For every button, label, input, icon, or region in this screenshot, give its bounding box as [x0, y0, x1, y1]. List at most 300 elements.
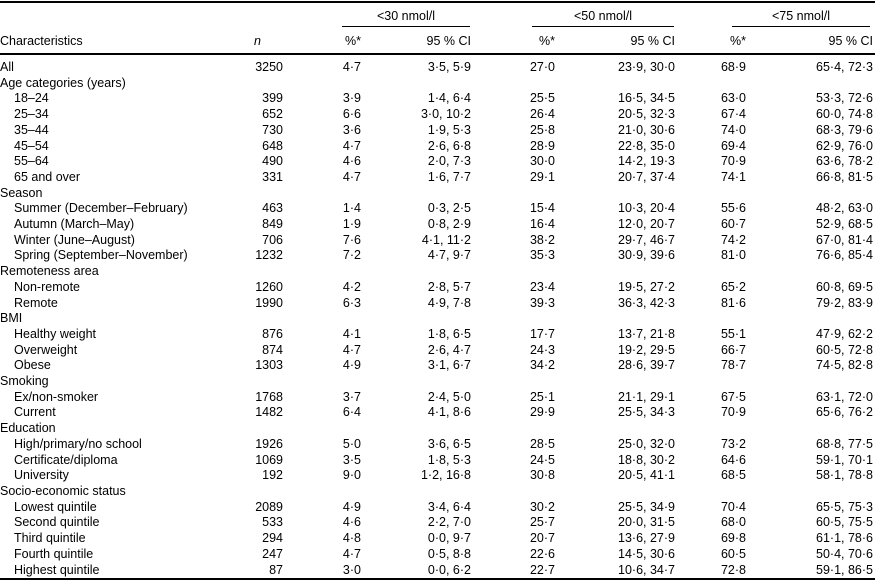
ci50-cell: 21·0, 30·6 [618, 122, 675, 137]
pct75-cell [677, 264, 748, 280]
pct75-cell: 60·5 [720, 546, 746, 561]
table-row [0, 484, 875, 500]
pct30-cell: 4·9 [342, 499, 361, 514]
ci50-cell: 30·9, 39·6 [618, 248, 675, 263]
ci75-cell: 58·1, 78·8 [816, 468, 873, 483]
table-row [0, 374, 875, 390]
table-row [0, 217, 875, 233]
ci75-cell: 48·2, 63·0 [816, 201, 873, 216]
ci75-cell: 60·5, 72·8 [816, 342, 873, 357]
pct75-cell: 81·0 [720, 248, 746, 263]
ci30-cell: 3·5, 5·9 [427, 60, 471, 74]
pct75-cell: 68·9 [720, 60, 746, 74]
pct30-cell [285, 421, 363, 437]
row-label-cell: Non-remote [14, 279, 80, 294]
pct50-cell: 15·4 [529, 201, 555, 216]
ci50-cell: 13·7, 21·8 [618, 326, 675, 341]
ci75-cell [748, 421, 875, 437]
row-label-cell: Remoteness area [0, 264, 99, 279]
ci75-cell: 65·6, 76·2 [816, 405, 873, 420]
table-row [0, 358, 875, 374]
n-cell: 1768 [255, 389, 283, 404]
table-row [0, 170, 875, 186]
pct50-cell [473, 484, 557, 500]
table-row [0, 563, 875, 580]
row-label-cell: Fourth quintile [14, 546, 94, 561]
pct75-cell [677, 484, 748, 500]
ci50-cell: 10·6, 34·7 [618, 562, 675, 577]
group-label-75: <75 nmol/l [732, 9, 870, 27]
group-header-spacer [230, 2, 285, 27]
ci50-cell: 18·8, 30·2 [618, 452, 675, 467]
row-label-cell: 25–34 [14, 107, 49, 122]
row-label-cell: Certificate/diploma [14, 452, 118, 467]
n-cell: 463 [262, 201, 283, 216]
table-row [0, 91, 875, 107]
pct50-cell: 25·7 [529, 515, 555, 530]
table-row [0, 186, 875, 202]
table-row [0, 311, 875, 327]
table-row [0, 343, 875, 359]
n-cell: 192 [262, 468, 283, 483]
ci30-cell: 2·0, 7·3 [427, 154, 471, 169]
ci-header-50: 95 % CI [557, 27, 677, 54]
n-cell: 1303 [255, 358, 283, 373]
ci75-cell: 59·1, 70·1 [816, 452, 873, 467]
pct75-cell [677, 311, 748, 327]
row-label-cell: Autumn (March–May) [14, 217, 135, 232]
ci30-cell: 2·6, 4·7 [427, 342, 471, 357]
ci50-cell: 19·5, 27·2 [618, 279, 675, 294]
pct75-cell: 68·5 [720, 468, 746, 483]
table-row [0, 123, 875, 139]
ci30-cell: 0·3, 2·5 [427, 201, 471, 216]
table-row [0, 390, 875, 406]
pct30-cell: 3·0 [342, 562, 361, 577]
ci50-cell [557, 311, 677, 327]
ci30-cell: 3·4, 6·4 [427, 499, 471, 514]
ci30-cell: 3·0, 10·2 [420, 107, 471, 122]
table-row [0, 327, 875, 343]
ci30-cell: 1·6, 7·7 [427, 169, 471, 184]
ci75-cell: 79·2, 83·9 [816, 295, 873, 310]
ci30-cell: 1·8, 6·5 [427, 326, 471, 341]
pct30-cell: 7·2 [342, 248, 361, 263]
ci75-cell: 60·0, 74·8 [816, 107, 873, 122]
pct75-cell: 69·4 [720, 138, 746, 153]
table-row [0, 264, 875, 280]
ci30-cell [363, 374, 473, 390]
n-cell: 2089 [255, 499, 283, 514]
row-label-cell: BMI [0, 311, 23, 326]
pct30-cell: 3·5 [342, 452, 361, 467]
n-cell: 533 [262, 515, 283, 530]
row-label-cell: Winter (June–August) [14, 232, 135, 247]
ci-header-30: 95 % CI [363, 27, 473, 54]
row-label-cell: Highest quintile [14, 562, 100, 577]
n-cell [230, 186, 285, 202]
row-label-cell: Obese [14, 358, 51, 373]
pct50-cell: 22·7 [529, 562, 555, 577]
pct30-cell [285, 484, 363, 500]
ci75-cell: 59·1, 86·5 [816, 562, 873, 577]
pct50-cell [473, 421, 557, 437]
ci75-cell [748, 264, 875, 280]
pct75-cell: 67·5 [720, 389, 746, 404]
table-row [0, 515, 875, 531]
n-cell: 1482 [255, 405, 283, 420]
row-label-cell: University [14, 468, 69, 483]
row-label-cell: Overweight [14, 342, 78, 357]
ci50-cell: 20·0, 31·5 [618, 515, 675, 530]
ci75-cell [748, 374, 875, 390]
ci50-cell: 29·7, 46·7 [618, 232, 675, 247]
pct50-cell: 17·7 [529, 326, 555, 341]
pct75-cell: 72·8 [720, 562, 746, 577]
n-cell: 730 [262, 122, 283, 137]
pct75-cell [677, 186, 748, 202]
pct30-cell: 4·7 [342, 342, 361, 357]
group-header-50 [473, 2, 677, 27]
subheader-row [0, 27, 875, 54]
group-header-75 [677, 2, 875, 27]
n-cell: 87 [269, 562, 283, 577]
ci50-cell [557, 76, 677, 92]
table-row [0, 54, 875, 76]
characteristics-table [0, 1, 875, 580]
table-row [0, 139, 875, 155]
ci30-cell: 1·8, 5·3 [427, 452, 471, 467]
ci75-cell: 60·8, 69·5 [816, 279, 873, 294]
pct30-cell [285, 76, 363, 92]
pct30-cell: 1·4 [342, 201, 361, 216]
ci30-cell [363, 311, 473, 327]
ci75-cell: 68·8, 77·5 [816, 436, 873, 451]
pct75-cell: 70·4 [720, 499, 746, 514]
row-label-cell: 35–44 [14, 122, 49, 137]
ci75-cell: 52·9, 68·5 [816, 217, 873, 232]
row-label-cell: Summer (December–February) [14, 201, 188, 216]
row-label-cell: Spring (September–November) [14, 248, 188, 263]
ci50-cell [557, 186, 677, 202]
pct30-cell [285, 186, 363, 202]
ci75-cell [748, 76, 875, 92]
pct75-cell: 74·2 [720, 232, 746, 247]
ci30-cell: 2·4, 5·0 [427, 389, 471, 404]
pct50-cell: 29·9 [529, 405, 555, 420]
pct50-cell: 20·7 [529, 531, 555, 546]
n-cell: 490 [262, 154, 283, 169]
ci30-cell: 4·1, 8·6 [427, 405, 471, 420]
pct75-cell: 55·6 [720, 201, 746, 216]
table-body [0, 54, 875, 579]
ci75-cell: 63·1, 72·0 [816, 389, 873, 404]
n-cell: 876 [262, 326, 283, 341]
ci30-cell: 2·6, 6·8 [427, 138, 471, 153]
pct50-cell [473, 76, 557, 92]
pct30-cell: 4·1 [342, 326, 361, 341]
pct30-cell: 9·0 [342, 468, 361, 483]
table-row [0, 437, 875, 453]
table-row [0, 500, 875, 516]
pct75-cell: 70·9 [720, 154, 746, 169]
n-cell: 3250 [255, 60, 283, 74]
pct30-cell [285, 374, 363, 390]
ci75-cell: 60·5, 75·5 [816, 515, 873, 530]
n-cell [230, 421, 285, 437]
group-header-spacer [0, 2, 230, 27]
ci50-cell: 14·5, 30·6 [618, 546, 675, 561]
ci75-cell [748, 311, 875, 327]
table-row [0, 421, 875, 437]
ci30-cell: 1·4, 6·4 [427, 91, 471, 106]
ci50-cell: 16·5, 34·5 [618, 91, 675, 106]
n-cell: 247 [262, 546, 283, 561]
ci75-cell: 47·9, 62·2 [816, 326, 873, 341]
pct50-cell: 25·8 [529, 122, 555, 137]
row-label-cell: Season [0, 185, 43, 200]
ci50-cell: 13·6, 27·9 [618, 531, 675, 546]
table-row [0, 547, 875, 563]
table-row [0, 453, 875, 469]
n-cell [230, 76, 285, 92]
pct75-cell: 73·2 [720, 436, 746, 451]
pct75-cell: 81·6 [720, 295, 746, 310]
ci75-cell: 50·4, 70·6 [816, 546, 873, 561]
pct30-cell: 3·7 [342, 389, 361, 404]
n-cell: 1069 [255, 452, 283, 467]
n-cell [230, 311, 285, 327]
ci75-cell: 76·6, 85·4 [816, 248, 873, 263]
pct50-cell [473, 264, 557, 280]
pct30-cell [285, 264, 363, 280]
table-row [0, 531, 875, 547]
pct75-cell [677, 374, 748, 390]
pct30-cell: 4·8 [342, 531, 361, 546]
pct30-cell: 4·9 [342, 358, 361, 373]
pct30-cell: 3·9 [342, 91, 361, 106]
pct75-cell: 64·6 [720, 452, 746, 467]
pct30-cell: 6·3 [342, 295, 361, 310]
pct50-cell: 39·3 [529, 295, 555, 310]
row-label-cell: Lowest quintile [14, 499, 97, 514]
pct75-cell: 65·2 [720, 279, 746, 294]
row-label-cell: Second quintile [14, 515, 100, 530]
n-cell: 294 [262, 531, 283, 546]
pct30-cell [285, 311, 363, 327]
pct-header-30: %* [285, 27, 363, 54]
ci30-cell [363, 186, 473, 202]
ci50-cell: 25·5, 34·3 [618, 405, 675, 420]
ci30-cell [363, 421, 473, 437]
row-label-cell: Third quintile [14, 531, 86, 546]
pct50-cell: 35·3 [529, 248, 555, 263]
pct75-cell: 67·4 [720, 107, 746, 122]
pct-header-50: %* [473, 27, 557, 54]
pct50-cell: 30·0 [529, 154, 555, 169]
row-label-cell: Socio-economic status [0, 483, 126, 498]
row-label-cell: Smoking [0, 374, 49, 389]
pct50-cell: 24·5 [529, 452, 555, 467]
ci50-cell: 12·0, 20·7 [618, 217, 675, 232]
n-cell: 1232 [255, 248, 283, 263]
ci50-cell: 21·1, 29·1 [618, 389, 675, 404]
pct50-cell: 34·2 [529, 358, 555, 373]
table-row [0, 154, 875, 170]
row-label-cell: High/primary/no school [14, 436, 142, 451]
ci30-cell: 4·7, 9·7 [427, 248, 471, 263]
ci50-cell: 10·3, 20·4 [618, 201, 675, 216]
ci30-cell: 4·9, 7·8 [427, 295, 471, 310]
ci50-cell: 20·7, 37·4 [618, 169, 675, 184]
n-cell: 706 [262, 232, 283, 247]
table-row [0, 296, 875, 312]
pct50-cell: 26·4 [529, 107, 555, 122]
ci50-cell [557, 264, 677, 280]
pct-header-75: %* [677, 27, 748, 54]
pct75-cell: 60·7 [720, 217, 746, 232]
pct30-cell: 4·7 [342, 138, 361, 153]
pct50-cell: 28·5 [529, 436, 555, 451]
table-row [0, 405, 875, 421]
characteristics-header: Characteristics [0, 27, 230, 54]
ci75-cell: 66·8, 81·5 [816, 169, 873, 184]
ci75-cell: 61·1, 78·6 [816, 531, 873, 546]
n-cell [230, 264, 285, 280]
n-cell: 1990 [255, 295, 283, 310]
ci50-cell: 28·6, 39·7 [618, 358, 675, 373]
table-row [0, 233, 875, 249]
table-row [0, 107, 875, 123]
pct30-cell: 1·9 [342, 217, 361, 232]
n-cell [230, 374, 285, 390]
pct50-cell: 16·4 [529, 217, 555, 232]
pct75-cell: 69·8 [720, 531, 746, 546]
pct75-cell: 55·1 [720, 326, 746, 341]
ci30-cell [363, 264, 473, 280]
ci75-cell: 74·5, 82·8 [816, 358, 873, 373]
table-row [0, 248, 875, 264]
table-row [0, 468, 875, 484]
n-cell: 1926 [255, 436, 283, 451]
ci75-cell: 68·3, 79·6 [816, 122, 873, 137]
pct50-cell: 30·8 [529, 468, 555, 483]
group-header-30 [285, 2, 473, 27]
ci50-cell [557, 484, 677, 500]
row-label-cell: All [0, 60, 14, 74]
pct75-cell: 74·0 [720, 122, 746, 137]
pct30-cell: 4·6 [342, 515, 361, 530]
ci30-cell: 1·9, 5·3 [427, 122, 471, 137]
pct30-cell: 3·6 [342, 122, 361, 137]
pct50-cell [473, 374, 557, 390]
row-label-cell: Current [14, 405, 56, 420]
pct75-cell [677, 421, 748, 437]
pct50-cell: 22·6 [529, 546, 555, 561]
ci50-cell: 25·0, 32·0 [618, 436, 675, 451]
pct75-cell: 68·0 [720, 515, 746, 530]
ci30-cell: 3·6, 6·5 [427, 436, 471, 451]
pct50-cell: 24·3 [529, 342, 555, 357]
ci30-cell: 0·8, 2·9 [427, 217, 471, 232]
ci30-cell: 1·2, 16·8 [420, 468, 471, 483]
row-label-cell: 65 and over [14, 169, 81, 184]
ci30-cell: 0·5, 8·8 [427, 546, 471, 561]
pct50-cell: 23·4 [529, 279, 555, 294]
n-cell: 399 [262, 91, 283, 106]
group-label-50: <50 nmol/l [532, 9, 674, 27]
row-label-cell: Education [0, 421, 56, 436]
pct30-cell: 4·6 [342, 154, 361, 169]
table-row [0, 201, 875, 217]
pct50-cell: 30·2 [529, 499, 555, 514]
ci75-cell: 53·3, 72·6 [816, 91, 873, 106]
pct50-cell: 38·2 [529, 232, 555, 247]
pct50-cell [473, 186, 557, 202]
pct75-cell: 78·7 [720, 358, 746, 373]
pct30-cell: 4·7 [342, 169, 361, 184]
ci30-cell: 3·1, 6·7 [427, 358, 471, 373]
ci30-cell [363, 76, 473, 92]
row-label-cell: 18–24 [14, 91, 49, 106]
n-cell: 1260 [255, 279, 283, 294]
pct30-cell: 4·2 [342, 279, 361, 294]
pct75-cell: 63·0 [720, 91, 746, 106]
row-label-cell: Healthy weight [14, 326, 96, 341]
ci75-cell: 65·5, 75·3 [816, 499, 873, 514]
pct50-cell: 28·9 [529, 138, 555, 153]
ci50-cell [557, 421, 677, 437]
ci75-cell: 67·0, 81·4 [816, 232, 873, 247]
n-cell: 874 [262, 342, 283, 357]
pct50-cell: 27·0 [529, 60, 555, 74]
row-label-cell: Ex/non-smoker [14, 389, 99, 404]
pct50-cell: 29·1 [529, 169, 555, 184]
ci50-cell: 36·3, 42·3 [618, 295, 675, 310]
pct30-cell: 7·6 [342, 232, 361, 247]
ci30-cell [363, 484, 473, 500]
table-row [0, 280, 875, 296]
group-label-30: <30 nmol/l [342, 9, 470, 27]
pct75-cell [677, 76, 748, 92]
ci50-cell: 20·5, 41·1 [618, 468, 675, 483]
ci30-cell: 0·0, 6·2 [427, 562, 471, 577]
row-label-cell: 45–54 [14, 138, 49, 153]
table-row [0, 76, 875, 92]
pct75-cell: 66·7 [720, 342, 746, 357]
n-cell [230, 484, 285, 500]
table-header [0, 2, 875, 54]
ci75-cell: 65·4, 72·3 [816, 60, 873, 74]
n-cell: 652 [262, 107, 283, 122]
pct30-cell: 5·0 [342, 436, 361, 451]
row-label-cell: 55–64 [14, 154, 49, 169]
ci-header-75: 95 % CI [748, 27, 875, 54]
ci50-cell: 25·5, 34·9 [618, 499, 675, 514]
ci30-cell: 2·8, 5·7 [427, 279, 471, 294]
ci50-cell: 19·2, 29·5 [618, 342, 675, 357]
row-label-cell: Age categories (years) [0, 75, 126, 90]
n-header: n [230, 27, 285, 54]
ci30-cell: 0·0, 9·7 [427, 531, 471, 546]
n-cell: 849 [262, 217, 283, 232]
pct75-cell: 70·9 [720, 405, 746, 420]
pct50-cell: 25·1 [529, 389, 555, 404]
pct30-cell: 6·4 [342, 405, 361, 420]
group-header-row [0, 2, 875, 27]
pct30-cell: 6·6 [342, 107, 361, 122]
ci50-cell [557, 374, 677, 390]
